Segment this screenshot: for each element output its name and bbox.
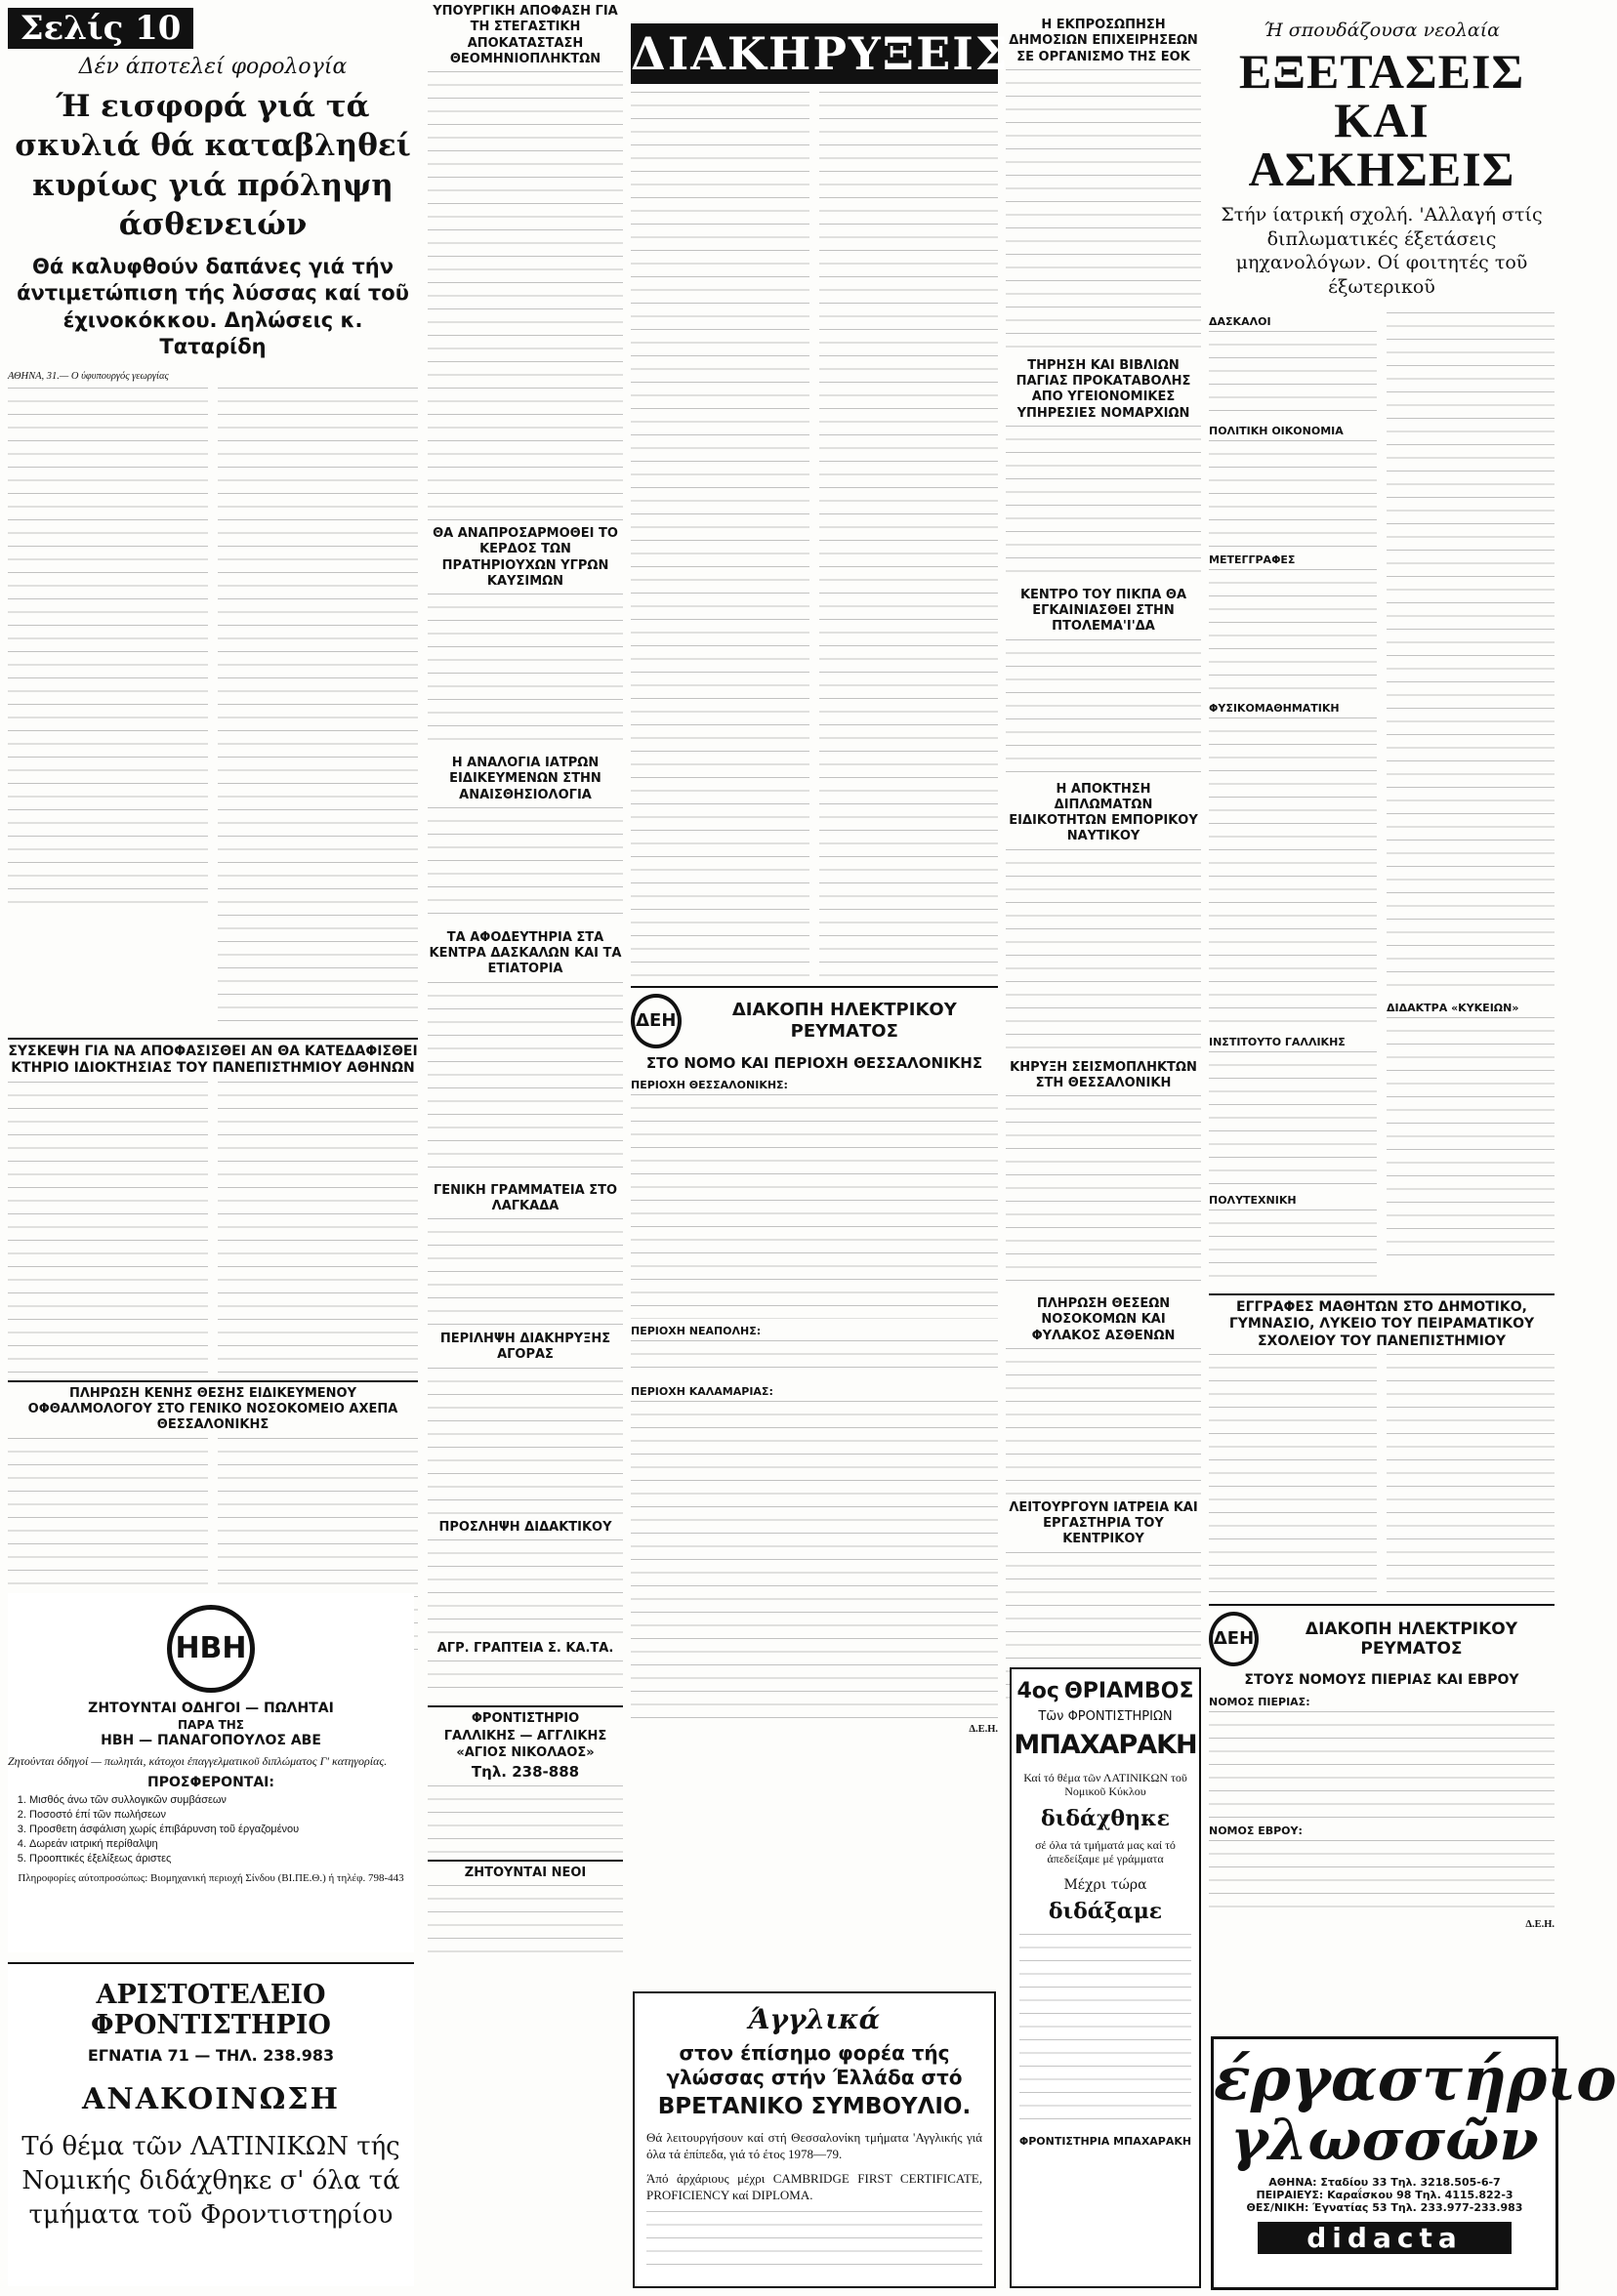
power-cut-thessaloniki (631, 994, 998, 1736)
power-cut-region-neapoli: ΠΕΡΙΟΧΗ ΝΕΑΠΟΛΗΣ: (631, 1324, 762, 1337)
ad-bacharaki-triumph-line (1012, 1679, 1199, 1703)
ad-bacharaki-name: ΜΠΑΧΑΡΑΚΗ (1014, 1730, 1197, 1760)
power-cut-thessaloniki-sub: ΣΤΟ ΝΟΜΟ ΚΑΙ ΠΕΡΙΟΧΗ ΘΕΣΣΑΛΟΝΙΚΗΣ (645, 1054, 983, 1072)
headline-earthquake-declaration: ΚΗΡΥΞΗ ΣΕΙΣΜΟΠΛΗΚΤΩΝ ΣΤΗ ΘΕΣΣΑΛΟΝΙΚΗ (1010, 1059, 1197, 1090)
notice-purchase-summary: ΠΕΡΙΛΗΨΗ ΔΙΑΚΗΡΥΞΗΣ ΑΓΟΡΑΣ (439, 1332, 611, 1363)
ad-bacharaki-taught2: διδάξαμε (1048, 1899, 1163, 1924)
power-cut-thessaloniki-title: ΔΙΑΚΟΠΗ ΗΛΕΚΤΡΙΚΟΥ ΡΕΥΜΑΤΟΣ (731, 1000, 957, 1042)
list-item: 5. Προοπτικές έξελίξεως άριστες (29, 1852, 414, 1866)
power-cut-region-pieria: ΝΟΜΟΣ ΠΙΕΡΙΑΣ: (1209, 1695, 1310, 1708)
ad-bc-line1: Άγγλικά (748, 2003, 881, 2035)
column-misc-news (428, 0, 623, 1953)
headline-university-building: ΣΥΣΚΕΨΗ ΓΙΑ ΝΑ ΑΠΟΦΑΣΙΣΘΕΙ ΑΝ ΘΑ ΚΑΤΕΔΑΦΙΣΘΕΙ ΚΤΗΡΙΟ ΙΔΙΟΚΤΗΣΙΑΣ ΤΟΥ ΠΑΝΕΠΙΣΤΗΜΙΟΥ ΑΘΗΝΩΝ (8, 1043, 418, 1077)
article-dog-tax-body (8, 388, 418, 1032)
headline-anesthesiology: Η ΑΝΑΛΟΓΙΑ ΙΑΤΡΩΝ ΕΙΔΙΚΕΥΜΕΝΩΝ ΣΤΗΝ ΑΝΑΙΣΘΗΣΙΟΛΟΓΙΑ (449, 756, 601, 802)
ad-aristoteleio-notice: ΑΝΑΚΟΙΝΩΣΗ (82, 2082, 340, 2116)
section-banner-proclamations: ΔΙΑΚΗΡΥΞΕΙΣ (631, 23, 998, 84)
subhead-physics-math: ΦΥΣΙΚΟΜΑΘΗΜΑΤΙΚΗ (1209, 701, 1340, 715)
ad-hbh-line2: ΠΑΡΑ ΤΗΣ (177, 1717, 244, 1732)
deck-dog-tax: Θά καλυφθούν δαπάνες γιά τήν άντιμετώπιση τής λύσσας καί τοῦ έχινοκόκκου. Δηλώσεις κ. Ταταρίδη (17, 255, 409, 359)
column-education (1209, 0, 1555, 1931)
ad-bacharaki-of: Τῶν ΦΡΟΝΤΙΣΤΗΡΙΩΝ (1038, 1709, 1173, 1724)
ad-didacta-address1: ΑΘΗΝΑ: Σταδίου 33 Τηλ. 3218.505-6-7 (1268, 2175, 1501, 2189)
kicker-student-youth: Ή σπουδάζουσα νεολαία (1264, 20, 1500, 41)
ad-didacta-line1: έργαστήριο (1214, 2043, 1617, 2114)
dei-logo-icon: ΔΕΗ (1209, 1612, 1259, 1666)
notice-lagkadas: ΓΕΝΙΚΗ ΓΡΑΜΜΑΤΕΙΑ ΣΤΟ ΛΑΓΚΑΔΑ (433, 1182, 618, 1213)
ad-didacta-line2: γλωσσῶν (1230, 2107, 1539, 2174)
subhead-french-institute: ΙΝΣΤΙΤΟΥΤΟ ΓΑΛΛΙΚΗΣ (1209, 1035, 1346, 1048)
power-cut-region-thessaloniki: ΠΕΡΙΟΧΗ ΘΕΣΣΑΛΟΝΙΚΗΣ: (631, 1078, 788, 1091)
list-item: 1. Μισθός άνω τῶν συλλογικῶν συμβάσεων (29, 1793, 414, 1808)
column-proclamations (631, 0, 1010, 1736)
headline-eok-representation: Η ΕΚΠΡΟΣΩΠΗΣΗ ΔΗΜΟΣΙΩΝ ΕΠΙΧΕΙΡΗΣΕΩΝ ΣΕ ΟΡΓΑΝΙΣΜΟ ΤΗΣ ΕΟΚ (1009, 18, 1198, 64)
ad-bacharaki-taught: διδάχθηκε (1041, 1806, 1170, 1831)
dateline-dog-tax: ΑΘΗΝΑ, 31.— Ο ύφυπουργός γεωργίας (8, 371, 169, 383)
ad-aristoteleio-name: ΑΡΙΣΤΟΤΕΛΕΙΟ ΦΡΟΝΤΙΣΤΗΡΙΟ (91, 1980, 331, 2040)
ad-didacta-brand: didacta (1258, 2222, 1512, 2254)
power-cut-signoff: Δ.Ε.Η. (969, 1723, 998, 1735)
ad-wanted-young: ΖΗΤΟΥΝΤΑΙ ΝΕΟΙ (464, 1865, 587, 1880)
ad-bacharaki-until: Μέχρι τώρα (1063, 1877, 1147, 1893)
power-cut-pieria-signoff: Δ.Ε.Η. (1525, 1918, 1555, 1930)
power-cut-pieria-title: ΔΙΑΚΟΠΗ ΗΛΕΚΤΡΙΚΟΥ ΡΕΥΜΑΤΟΣ (1305, 1619, 1518, 1660)
column-dog-tax (8, 0, 418, 1653)
ad-aristoteleio (8, 1962, 414, 2286)
ad-didacta-address2: ΠΕΙΡΑΙΕΥΣ: Καραΐσκου 98 Τηλ. 4115.822-3 (1256, 2188, 1513, 2201)
exams-body (1209, 309, 1555, 1288)
ad-hbh-line3: ΗΒΗ — ΠΑΝΑΓΟΠΟΥΛΟΣ ΑΒΕ (101, 1732, 321, 1748)
power-cut-pieria-sub: ΣΤΟΥΣ ΝΟΜΟΥΣ ΠΙΕΡΙΑΣ ΚΑΙ ΕΒΡΟΥ (1244, 1672, 1519, 1689)
list-item: 3. Προσθετη άσφάλιση χωρίς έπιβάρυνση τοῦ έργαζομένου (29, 1823, 414, 1837)
page-number-label: Σελίς 10 (8, 8, 193, 49)
headline-clinics: ΛΕΙΤΟΥΡΓΟΥΝ ΙΑΤΡΕΙΑ ΚΑΙ ΕΡΓΑΣΤΗΡΙΑ ΤΟΥ ΚΕΝΤΡΙΚΟΥ (1009, 1499, 1198, 1547)
ad-bacharaki-footer: ΦΡΟΝΤΙΣΤΗΡΙΑ ΜΠΑΧΑΡΑΚΗ (1018, 2135, 1192, 2148)
ad-bacharaki (1010, 1667, 1201, 2288)
subhead-tuition-kykeon: ΔΙΔΑΚΤΡΑ «ΚΥΚΕΙΩΝ» (1387, 1001, 1519, 1014)
headline-ahepa-hospital: ΠΛΗΡΩΣΗ ΚΕΝΗΣ ΘΕΣΗΣ ΕΙΔΙΚΕΥΜΕΝΟΥ ΟΦΘΑΛΜΟΛΟΓΟΥ ΣΤΟ ΓΕΝΙΚΟ ΝΟΣΟΚΟΜΕΙΟ ΑΧΕΠΑ ΘΕΣΣΑΛΟΝΙΚΗΣ (27, 1385, 398, 1433)
ad-hbh-panagopoulos (8, 1593, 414, 1952)
ad-hbh-line1: ΖΗΤΟΥΝΤΑΙ ΟΔΗΓΟΙ — ΠΩΛΗΤΑΙ (88, 1701, 334, 1716)
dei-logo-icon: ΔΕΗ (631, 994, 682, 1048)
notice-teacher-hire-sign: ΑΓΡ. ΓΡΑΠΤΕΙΑ Σ. ΚΑ.ΤΑ. (436, 1640, 614, 1656)
notice-teacher-hire: ΠΡΟΣΛΗΨΗ ΔΙΔΑΚΤΙΚΟΥ (438, 1519, 612, 1535)
ad-bacharaki-text2: σέ όλα τά τμήματά μας καί τό άπεδείξαμε μέ γράμματα (1035, 1838, 1176, 1866)
ad-hbh-line4: Ζητούνται όδηγοί — πωλητάι, κάτοχοι έπαγγελματικοῦ διπλώματος Γ' κατηγορίας. (8, 1754, 388, 1768)
kicker-dog-tax: Δέν άποτελεί φορολογία (78, 55, 348, 79)
headline-exams: ΕΞΕΤΑΣΕΙΣ ΚΑΙ ΑΣΚΗΣΕΙΣ (1238, 44, 1525, 196)
headline-fuel-profit: ΘΑ ΑΝΑΠΡΟΣΑΡΜΟΘΕΙ ΤΟ ΚΕΡΔΟΣ ΤΩΝ ΠΡΑΤΗΡΙΟΥΧΩΝ ΥΓΡΩΝ ΚΑΥΣΙΜΩΝ (433, 526, 618, 589)
ad-bc-line3: ΒΡΕΤΑΝΙΚΟ ΣΥΜΒΟΥΛΙΟ. (657, 2094, 972, 2119)
hbh-logo-icon: ΗΒΗ (167, 1605, 255, 1693)
column-public-news (1006, 0, 1201, 1699)
subhead-polytechnic: ΠΟΛΥΤΕΧΝΙΚΗ (1209, 1193, 1297, 1207)
ad-hbh-offers-list (8, 1793, 414, 1866)
ad-aristoteleio-address: ΕΓΝΑΤΙΑ 71 — ΤΗΛ. 238.983 (87, 2046, 335, 2065)
headline-merchant-navy: Η ΑΠΟΚΤΗΣΗ ΔΙΠΛΩΜΑΤΩΝ ΕΙΔΙΚΟΤΗΤΩΝ ΕΜΠΟΡΙΚΟΥ ΝΑΥΤΙΚΟΥ (1009, 781, 1198, 844)
ad-bacharaki-triumph: ΘΡΙΑΜΒΟΣ (1064, 1679, 1194, 1703)
ad-hbh-offers-title: ΠΡΟΣΦΕΡΟΝΤΑΙ: (147, 1774, 274, 1790)
list-item: 4. Δωρεάν ιατρική περίθαλψη (29, 1837, 414, 1852)
ad-agios-nikolaos-phone: Τηλ. 238-888 (471, 1762, 580, 1781)
headline-pikpa-ptolemaida: ΚΕΝΤΡΟ ΤΟΥ ΠΙΚΠΑ ΘΑ ΕΓΚΑΙΝΙΑΣΘΕΙ ΣΤΗΝ ΠΤΟΛΕΜΑ'Ι'ΔΑ (1019, 587, 1187, 635)
ad-hbh-contact: Πληροφορίες αύτοπροσώπως: Βιομηχανική περιοχή Σίνδου (ΒΙ.ΠΕ.Θ.) ή τηλέφ. 798-443 (18, 1872, 404, 1884)
ad-agios-nikolaos (428, 1711, 623, 1854)
subhead-political-economy: ΠΟΛΙΤΙΚΗ ΟΙΚΟΝΟΜΙΑ (1209, 424, 1344, 437)
deck-exams: Στήν ίατρική σχολή. 'Αλλαγή στίς διπλωματικές έξετάσεις μηχανολόγων. Οί φοιτητές τοῦ έξωτερικοῦ (1221, 204, 1543, 299)
ad-didacta (1211, 2036, 1617, 2290)
ad-aristoteleio-text: Τό θέμα τῶν ΛΑΤΙΝΙΚΩΝ τής Νομικής διδάχθηκε σ' όλα τά τμήματα τοῦ Φροντιστηρίου (21, 2132, 400, 2231)
headline-earthquake-housing: ΥΠΟΥΡΓΙΚΗ ΑΠΟΦΑΣΗ ΓΙΑ ΤΗ ΣΤΕΓΑΣΤΙΚΗ ΑΠΟΚΑΤΑΣΤΑΣΗ ΘΕΟΜΗΝΙΟΠΛΗΚΤΩΝ (433, 4, 618, 66)
headline-dog-tax: Ή εισφορά γιά τά σκυλιά θά καταβληθεί κυρίως γιά πρόληψη άσθενειών (15, 89, 411, 242)
power-cut-pieria-evros (1209, 1612, 1555, 1931)
ad-british-council (633, 1991, 996, 2288)
headline-advance-books: ΤΗΡΗΣΗ ΚΑΙ ΒΙΒΛΙΩΝ ΠΑΓΙΑΣ ΠΡΟΚΑΤΑΒΟΛΗΣ ΑΠΟ ΥΓΕΙΟΝΟΜΙΚΕΣ ΥΠΗΡΕΣΙΕΣ ΝΟΜΑΡΧΙΩΝ (1016, 357, 1191, 421)
list-item: 2. Ποσοστό έπί τῶν πωλήσεων (29, 1808, 414, 1823)
subhead-teachers: ΔΑΣΚΑΛΟΙ (1209, 314, 1271, 328)
ad-bc-line2: στον έπίσημο φορέα τής γλώσσας στήν Έλλάδα στό (666, 2041, 963, 2089)
ad-bacharaki-text: Καί τό θέμα τῶν ΛΑΤΙΝΙΚΩΝ τοῦ Νομικοῦ Κύκλου (1023, 1771, 1187, 1798)
headline-toilets: ΤΑ ΑΦΟΔΕΥΤΗΡΙΑ ΣΤΑ ΚΕΝΤΡΑ ΔΑΣΚΑΛΩΝ ΚΑΙ ΤΑ ΕΤΙΑΤΟΡΙΑ (429, 929, 622, 977)
headline-nurses: ΠΛΗΡΩΣΗ ΘΕΣΕΩΝ ΝΟΣΟΚΟΜΩΝ ΚΑΙ ΦΥΛΑΚΟΣ ΑΣΘΕΝΩΝ (1031, 1296, 1176, 1343)
ad-bacharaki-prefix: 4ος (1016, 1679, 1059, 1703)
headline-experimental-school: ΕΓΓΡΑΦΕΣ ΜΑΘΗΤΩΝ ΣΤΟ ΔΗΜΟΤΙΚΟ, ΓΥΜΝΑΣΙΟ, ΛΥΚΕΙΟ ΤΟΥ ΠΕΙΡΑΜΑΤΙΚΟΥ ΣΧΟΛΕΙΟΥ ΤΟΥ ΠΑΝΕΠΙΣΤΗΜΙΟΥ (1228, 1298, 1535, 1349)
ad-agios-nikolaos-title: ΦΡΟΝΤΙΣΤΗΡΙΟ (471, 1711, 580, 1726)
power-cut-region-kalamaria: ΠΕΡΙΟΧΗ ΚΑΛΑΜΑΡΙΑΣ: (631, 1384, 773, 1398)
ad-bc-cert: Άπό άρχάριους μέχρι CAMBRIDGE FIRST CERTIFICATE, PROFICIENCY καί DIPLOMA. (646, 2171, 982, 2202)
ad-agios-nikolaos-name: ΓΑΛΛΙΚΗΣ — ΑΓΓΛΙΚΗΣ «ΑΓΙΟΣ ΝΙΚΟΛΑΟΣ» (443, 1729, 607, 1760)
proclamations-body (631, 92, 998, 980)
ad-didacta-address3: ΘΕΣ/ΝΙΚΗ: Έγνατίας 53 Τηλ. 233.977-233.983 (1246, 2200, 1523, 2214)
power-cut-region-evros: ΝΟΜΟΣ ΕΒΡΟΥ: (1209, 1824, 1303, 1837)
experimental-school-body (1209, 1354, 1555, 1598)
article-university-body (8, 1082, 418, 1374)
ad-bc-text: Θά λειτουργήσουν καί στή Θεσσαλονίκη τμήματα 'Αγγλικής γιά όλα τά έπίπεδα, γιά τό έτος 1978—79. (646, 2130, 982, 2161)
subhead-transfers: ΜΕΤΕΓΓΡΑΦΕΣ (1209, 553, 1296, 566)
